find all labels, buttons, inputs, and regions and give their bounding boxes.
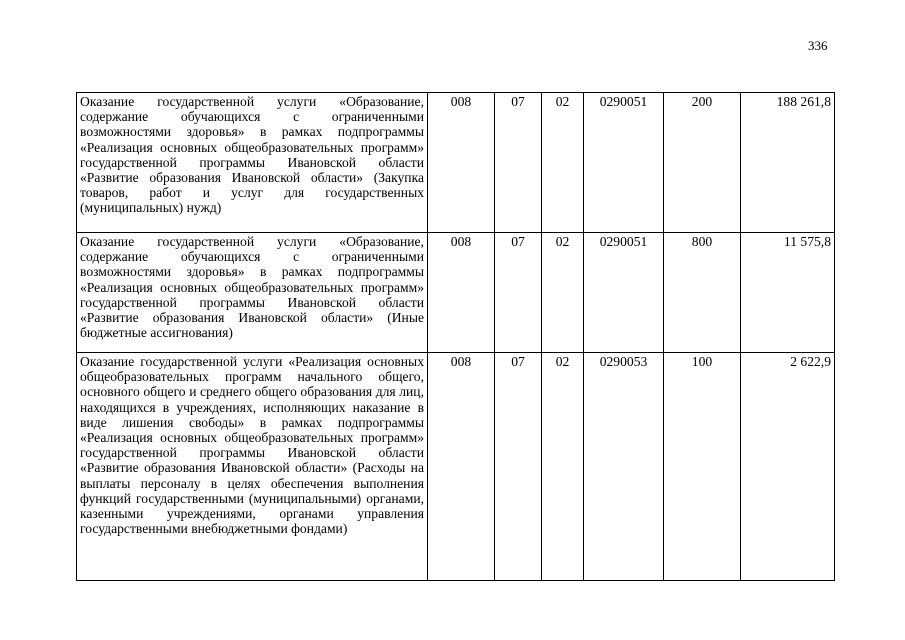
row-description: Оказание государственной услуги «Образование, содержание обучающихся с ограниченными возможностями здоровья» в рамках подпрограммы «Реализация основных общеобразовательных программ» государственной программы Ивановской области «Развитие образования Ивановской области» (Иные бюджетные ассигнования) bbox=[77, 233, 428, 353]
section-code: 07 bbox=[495, 353, 542, 581]
ministry-code: 008 bbox=[428, 353, 495, 581]
amount-value: 2 622,9 bbox=[741, 353, 835, 581]
target-article-code: 0290053 bbox=[584, 353, 664, 581]
subsection-code: 02 bbox=[542, 353, 584, 581]
target-article-code: 0290051 bbox=[584, 93, 664, 233]
table-row bbox=[77, 353, 835, 581]
section-code: 07 bbox=[495, 93, 542, 233]
row-description: Оказание государственной услуги «Реализация основных общеобразовательных программ начального общего, основного общего и среднего общего образования для лиц, находящихся в учреждениях, исполняющих наказание в виде лишения свободы» в рамках подпрограммы «Реализация основных общеобразовательных программ» государственной программы Ивановской области «Развитие образования Ивановской области» (Расходы на выплаты персоналу в целях обеспечения выполнения функций государственными (муниципальными) органами, казенными учреждениями, органами управления государственными внебюджетными фондами) bbox=[77, 353, 428, 581]
expense-type-code: 200 bbox=[664, 93, 741, 233]
amount-value: 188 261,8 bbox=[741, 93, 835, 233]
row-description: Оказание государственной услуги «Образование, содержание обучающихся с ограниченными возможностями здоровья» в рамках подпрограммы «Реализация основных общеобразовательных программ» государственной программы Ивановской области «Развитие образования Ивановской области» (Закупка товаров, работ и услуг для государственных (муниципальных) нужд) bbox=[77, 93, 428, 233]
subsection-code: 02 bbox=[542, 93, 584, 233]
expense-type-code: 100 bbox=[664, 353, 741, 581]
amount-value: 11 575,8 bbox=[741, 233, 835, 353]
table-row bbox=[77, 93, 835, 233]
budget-table bbox=[76, 92, 835, 581]
expense-type-code: 800 bbox=[664, 233, 741, 353]
target-article-code: 0290051 bbox=[584, 233, 664, 353]
section-code: 07 bbox=[495, 233, 542, 353]
table-row bbox=[77, 233, 835, 353]
page-number: 336 bbox=[808, 38, 828, 53]
subsection-code: 02 bbox=[542, 233, 584, 353]
ministry-code: 008 bbox=[428, 93, 495, 233]
ministry-code: 008 bbox=[428, 233, 495, 353]
